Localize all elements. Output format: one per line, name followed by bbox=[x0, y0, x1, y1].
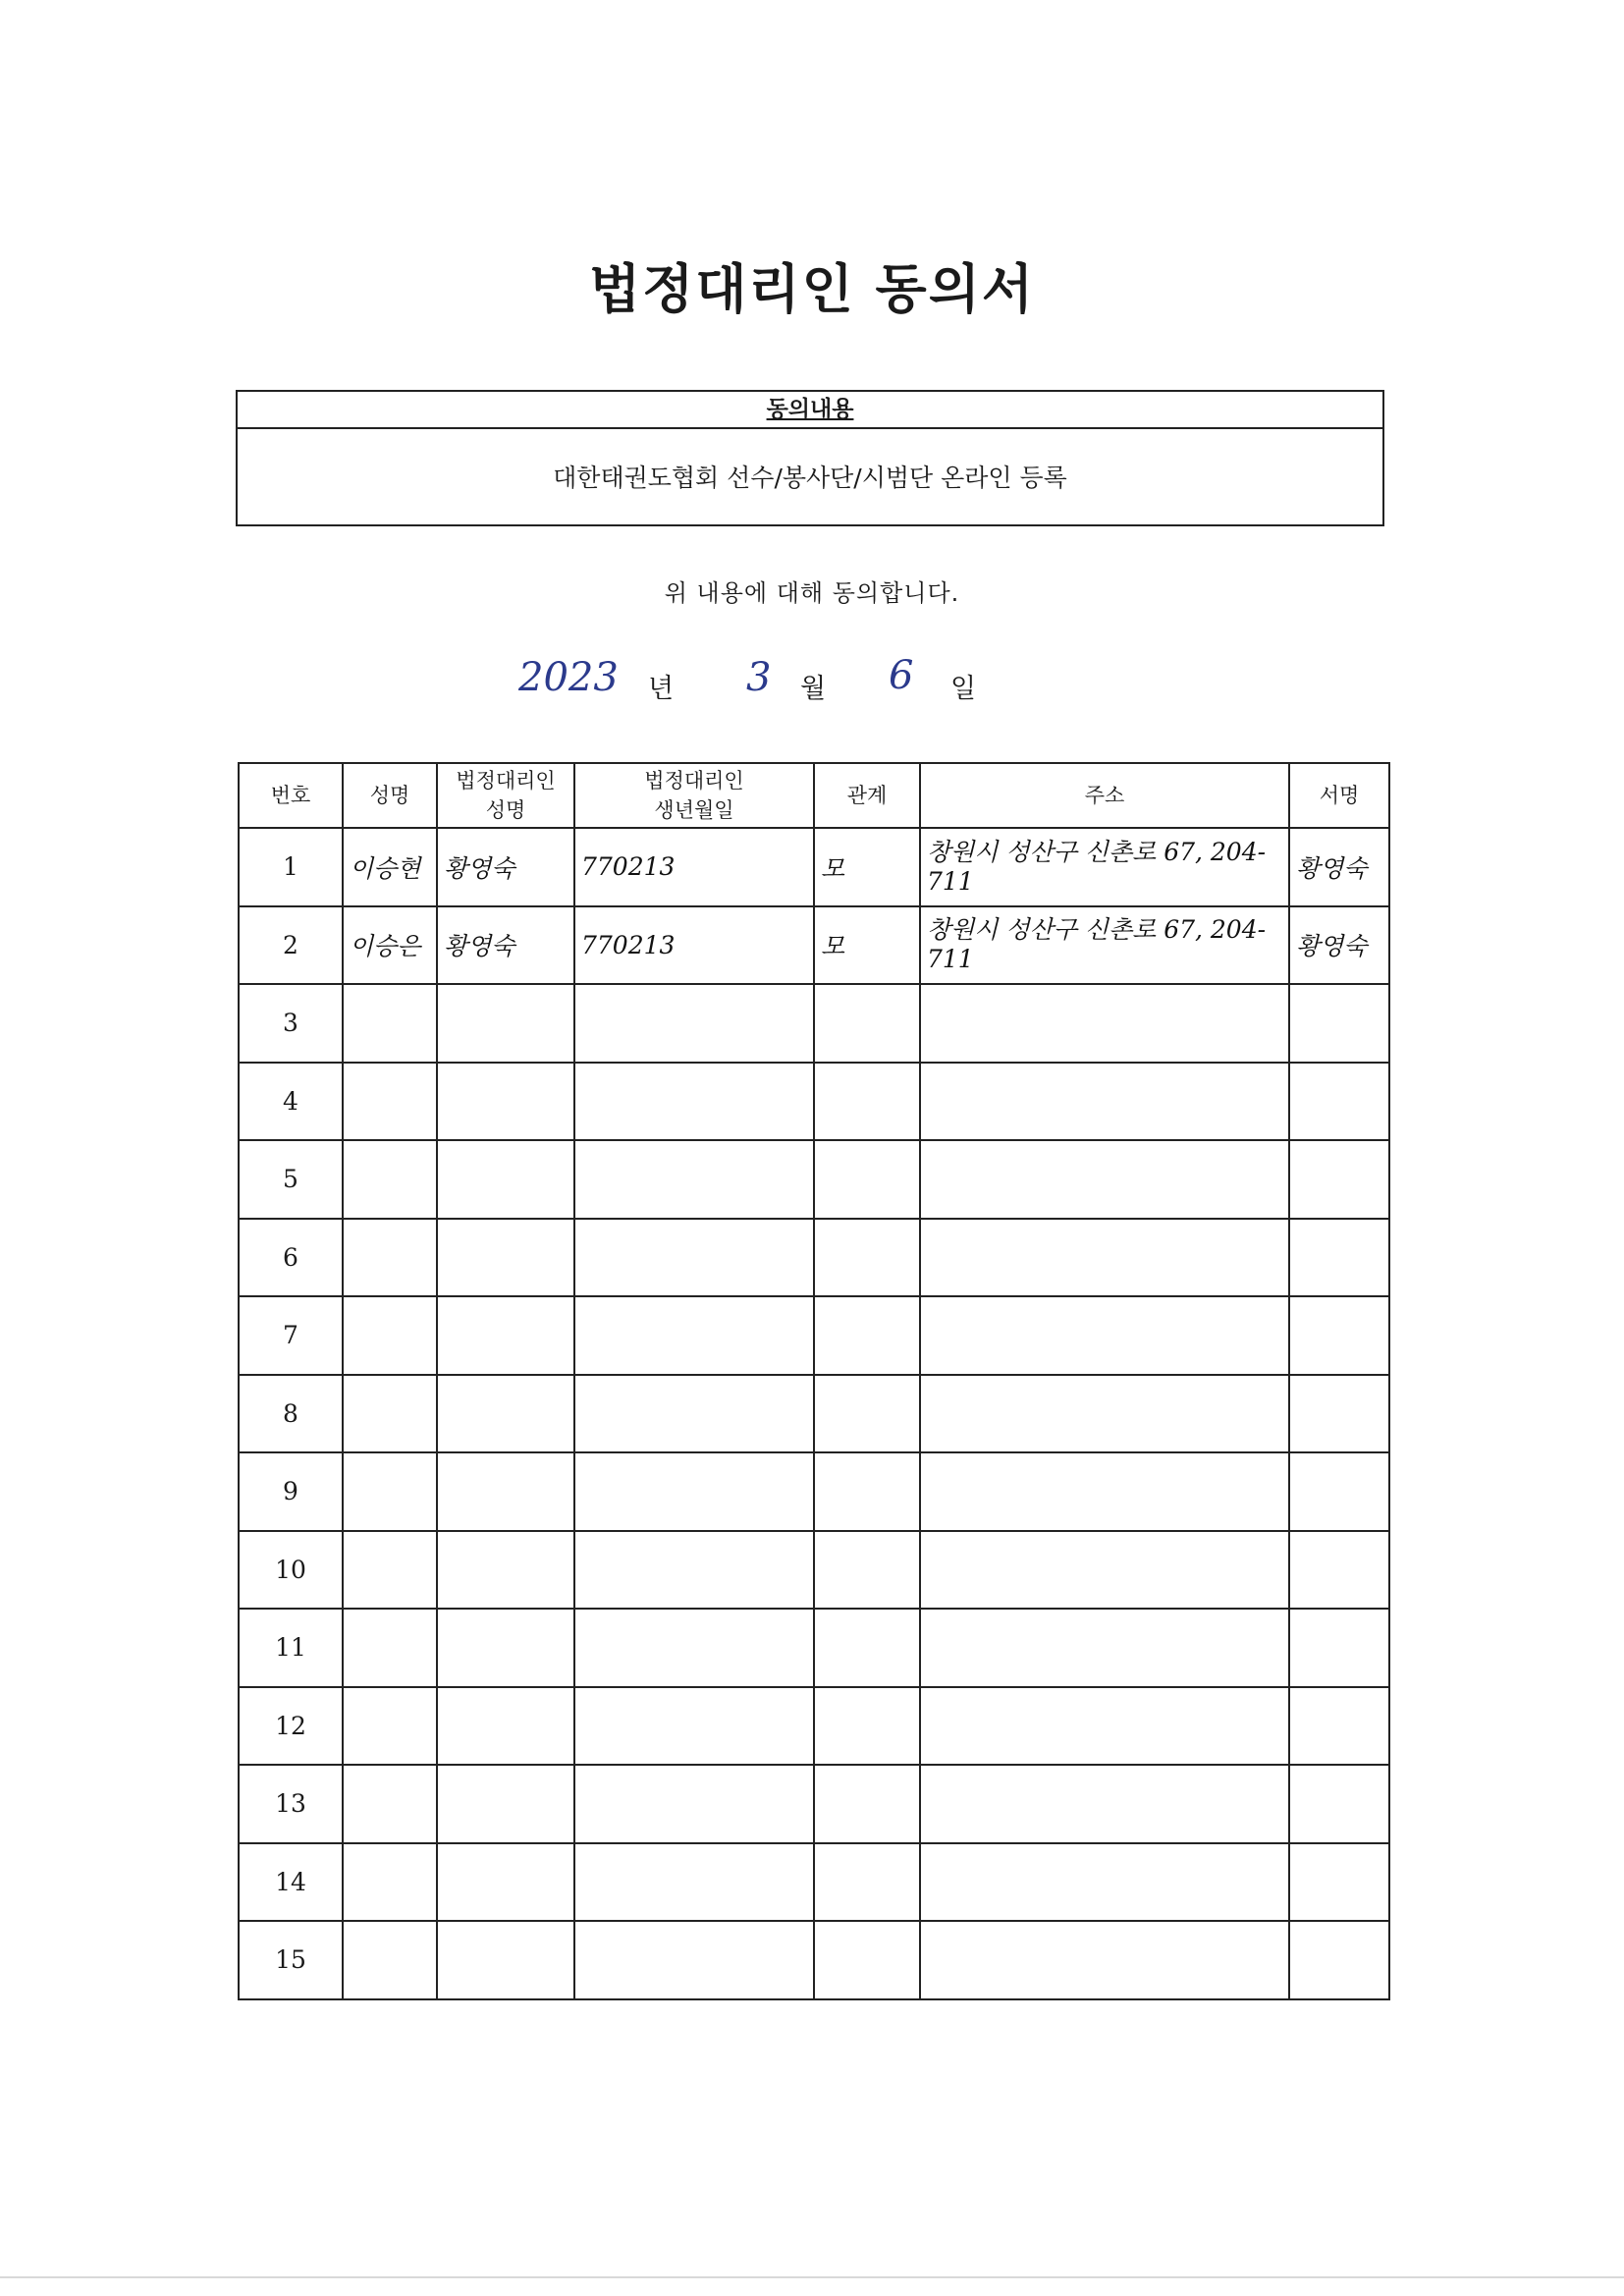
cell-name[interactable] bbox=[343, 1921, 437, 1999]
header-name: 성명 bbox=[343, 763, 437, 828]
cell-relation[interactable]: 모 bbox=[814, 828, 920, 906]
cell-relation[interactable] bbox=[814, 1375, 920, 1453]
table-row bbox=[239, 1843, 1389, 1922]
cell-no: 1 bbox=[239, 828, 343, 906]
table-row bbox=[239, 1921, 1389, 1999]
document-title: 법정대리인 동의서 bbox=[588, 258, 1036, 320]
cell-relation[interactable] bbox=[814, 1140, 920, 1219]
table-row bbox=[239, 984, 1389, 1063]
cell-guardian-name[interactable] bbox=[437, 1921, 574, 1999]
cell-no: 10 bbox=[239, 1531, 343, 1610]
cell-relation[interactable] bbox=[814, 1531, 920, 1610]
date-month-value[interactable]: 3 bbox=[746, 655, 772, 700]
consent-header-label: 동의내용 bbox=[766, 397, 854, 422]
cell-guardian-birth[interactable] bbox=[574, 1219, 814, 1297]
cell-address[interactable] bbox=[920, 1375, 1289, 1453]
cell-address[interactable] bbox=[920, 1219, 1289, 1297]
cell-name[interactable] bbox=[343, 984, 437, 1063]
date-year-label: 년 bbox=[648, 674, 675, 704]
cell-no: 4 bbox=[239, 1063, 343, 1141]
cell-no: 15 bbox=[239, 1921, 343, 1999]
cell-name[interactable] bbox=[343, 1843, 437, 1922]
cell-guardian-birth[interactable] bbox=[574, 1843, 814, 1922]
cell-guardian-name[interactable] bbox=[437, 1843, 574, 1922]
cell-guardian-name[interactable] bbox=[437, 1140, 574, 1219]
cell-relation[interactable] bbox=[814, 1063, 920, 1141]
cell-name[interactable] bbox=[343, 1375, 437, 1453]
cell-relation[interactable] bbox=[814, 984, 920, 1063]
registration-table bbox=[238, 762, 1390, 2000]
cell-signature[interactable] bbox=[1289, 1219, 1389, 1297]
date-month-label: 월 bbox=[800, 674, 827, 704]
header-relation: 관계 bbox=[814, 763, 920, 828]
header-guardian-name-line1: 법정대리인 bbox=[456, 769, 556, 793]
cell-signature[interactable] bbox=[1289, 984, 1389, 1063]
cell-signature[interactable] bbox=[1289, 1921, 1389, 1999]
cell-guardian-name[interactable] bbox=[437, 984, 574, 1063]
cell-guardian-birth[interactable] bbox=[574, 1140, 814, 1219]
header-address: 주소 bbox=[920, 763, 1289, 828]
cell-guardian-name[interactable] bbox=[437, 1531, 574, 1610]
table-row bbox=[239, 1219, 1389, 1297]
cell-guardian-name[interactable]: 황영숙 bbox=[437, 906, 574, 985]
cell-signature[interactable] bbox=[1289, 1765, 1389, 1843]
table-row bbox=[239, 1609, 1389, 1687]
cell-guardian-birth[interactable] bbox=[574, 1609, 814, 1687]
cell-address[interactable] bbox=[920, 1609, 1289, 1687]
cell-address[interactable] bbox=[920, 1921, 1289, 1999]
cell-address[interactable] bbox=[920, 1843, 1289, 1922]
header-guardian-name bbox=[437, 763, 574, 828]
table-row bbox=[239, 828, 1389, 906]
table-row bbox=[239, 1063, 1389, 1141]
cell-address[interactable] bbox=[920, 1296, 1289, 1375]
cell-guardian-name[interactable]: 황영숙 bbox=[437, 828, 574, 906]
cell-signature[interactable] bbox=[1289, 1609, 1389, 1687]
cell-no: 9 bbox=[239, 1452, 343, 1531]
cell-no: 3 bbox=[239, 984, 343, 1063]
cell-signature[interactable] bbox=[1289, 1296, 1389, 1375]
cell-no: 6 bbox=[239, 1219, 343, 1297]
cell-name[interactable] bbox=[343, 1687, 437, 1766]
cell-address[interactable]: 창원시 성산구 신촌로 67, 204-711 bbox=[920, 828, 1289, 906]
cell-signature[interactable] bbox=[1289, 1452, 1389, 1531]
cell-guardian-name[interactable] bbox=[437, 1609, 574, 1687]
cell-no: 2 bbox=[239, 906, 343, 985]
table-row bbox=[239, 1531, 1389, 1610]
cell-guardian-birth[interactable] bbox=[574, 1063, 814, 1141]
cell-no: 12 bbox=[239, 1687, 343, 1766]
cell-no: 8 bbox=[239, 1375, 343, 1453]
cell-address[interactable] bbox=[920, 1687, 1289, 1766]
table-header-row bbox=[239, 763, 1389, 828]
cell-relation[interactable] bbox=[814, 1687, 920, 1766]
table-row bbox=[239, 1452, 1389, 1531]
header-guardian-birth-line2: 생년월일 bbox=[654, 798, 734, 822]
cell-guardian-birth[interactable] bbox=[574, 1531, 814, 1610]
cell-name[interactable] bbox=[343, 1531, 437, 1610]
cell-guardian-birth[interactable] bbox=[574, 1921, 814, 1999]
cell-no: 11 bbox=[239, 1609, 343, 1687]
date-day-label: 일 bbox=[950, 674, 977, 704]
cell-name[interactable] bbox=[343, 1765, 437, 1843]
cell-name[interactable] bbox=[343, 1452, 437, 1531]
cell-signature[interactable]: 황영숙 bbox=[1289, 906, 1389, 985]
cell-no: 7 bbox=[239, 1296, 343, 1375]
table-row bbox=[239, 906, 1389, 985]
cell-relation[interactable]: 모 bbox=[814, 906, 920, 985]
table-row bbox=[239, 1140, 1389, 1219]
cell-guardian-birth[interactable] bbox=[574, 1375, 814, 1453]
header-guardian-name-line2: 성명 bbox=[485, 798, 526, 822]
consent-box bbox=[236, 390, 1384, 526]
cell-name[interactable]: 이승현 bbox=[343, 828, 437, 906]
cell-relation[interactable] bbox=[814, 1219, 920, 1297]
cell-guardian-name[interactable] bbox=[437, 1219, 574, 1297]
cell-signature[interactable] bbox=[1289, 1531, 1389, 1610]
cell-guardian-name[interactable] bbox=[437, 1687, 574, 1766]
cell-relation[interactable] bbox=[814, 1843, 920, 1922]
cell-relation[interactable] bbox=[814, 1452, 920, 1531]
cell-address[interactable]: 창원시 성산구 신촌로 67, 204-711 bbox=[920, 906, 1289, 985]
cell-guardian-birth[interactable] bbox=[574, 984, 814, 1063]
table-row bbox=[239, 1687, 1389, 1766]
cell-no: 14 bbox=[239, 1843, 343, 1922]
cell-name[interactable] bbox=[343, 1219, 437, 1297]
cell-address[interactable] bbox=[920, 1765, 1289, 1843]
cell-relation[interactable] bbox=[814, 1296, 920, 1375]
cell-guardian-name[interactable] bbox=[437, 1452, 574, 1531]
cell-guardian-birth[interactable] bbox=[574, 1296, 814, 1375]
cell-name[interactable] bbox=[343, 1140, 437, 1219]
cell-guardian-birth[interactable] bbox=[574, 1765, 814, 1843]
cell-address[interactable] bbox=[920, 984, 1289, 1063]
cell-name[interactable]: 이승은 bbox=[343, 906, 437, 985]
cell-signature[interactable] bbox=[1289, 1375, 1389, 1453]
cell-guardian-name[interactable] bbox=[437, 1765, 574, 1843]
cell-signature[interactable] bbox=[1289, 1687, 1389, 1766]
date-day-value[interactable]: 6 bbox=[889, 653, 914, 698]
cell-name[interactable] bbox=[343, 1296, 437, 1375]
cell-address[interactable] bbox=[920, 1531, 1289, 1610]
cell-guardian-birth[interactable] bbox=[574, 1452, 814, 1531]
cell-relation[interactable] bbox=[814, 1765, 920, 1843]
cell-guardian-birth[interactable] bbox=[574, 1687, 814, 1766]
consent-header bbox=[238, 392, 1382, 429]
cell-signature[interactable]: 황영숙 bbox=[1289, 828, 1389, 906]
cell-address[interactable] bbox=[920, 1140, 1289, 1219]
cell-signature[interactable] bbox=[1289, 1140, 1389, 1219]
cell-guardian-birth[interactable]: 770213 bbox=[574, 906, 814, 985]
header-signature: 서명 bbox=[1289, 763, 1389, 828]
agree-statement: 위 내용에 대해 동의합니다. bbox=[664, 579, 960, 607]
table-row bbox=[239, 1765, 1389, 1843]
header-guardian-birth-line1: 법정대리인 bbox=[644, 769, 744, 793]
cell-no: 5 bbox=[239, 1140, 343, 1219]
cell-address[interactable] bbox=[920, 1063, 1289, 1141]
cell-no: 13 bbox=[239, 1765, 343, 1843]
header-guardian-birth bbox=[574, 763, 814, 828]
cell-signature[interactable] bbox=[1289, 1843, 1389, 1922]
cell-guardian-name[interactable] bbox=[437, 1296, 574, 1375]
cell-address[interactable] bbox=[920, 1452, 1289, 1531]
date-line bbox=[0, 653, 1624, 712]
page-bottom-edge bbox=[0, 2276, 1624, 2278]
table-row bbox=[239, 1296, 1389, 1375]
cell-guardian-birth[interactable]: 770213 bbox=[574, 828, 814, 906]
cell-signature[interactable] bbox=[1289, 1063, 1389, 1141]
cell-name[interactable] bbox=[343, 1609, 437, 1687]
cell-guardian-name[interactable] bbox=[437, 1375, 574, 1453]
cell-relation[interactable] bbox=[814, 1609, 920, 1687]
header-no: 번호 bbox=[239, 763, 343, 828]
table-row bbox=[239, 1375, 1389, 1453]
cell-relation[interactable] bbox=[814, 1921, 920, 1999]
date-year-value[interactable]: 2023 bbox=[518, 655, 619, 700]
cell-guardian-name[interactable] bbox=[437, 1063, 574, 1141]
cell-name[interactable] bbox=[343, 1063, 437, 1141]
consent-content: 대한태권도협회 선수/봉사단/시범단 온라인 등록 bbox=[553, 464, 1067, 492]
